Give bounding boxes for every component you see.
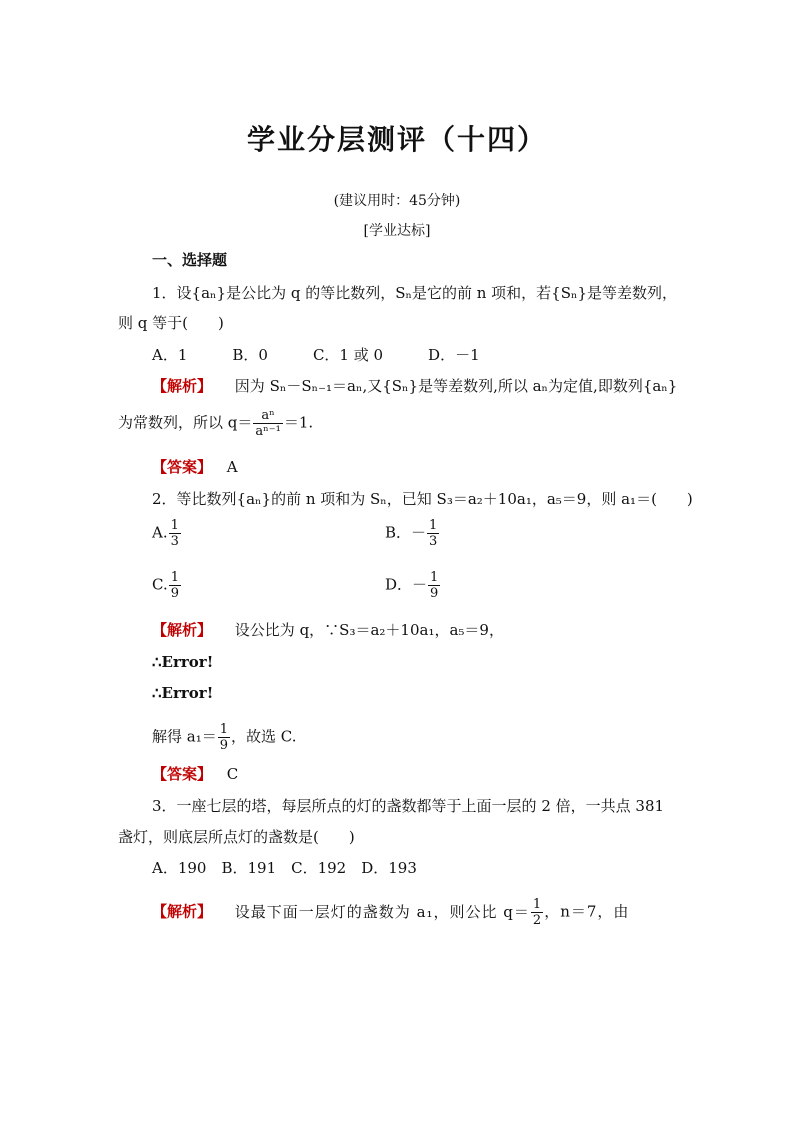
fraction-numerator: 1: [532, 897, 542, 912]
q2-option-a: [152, 518, 182, 549]
q3-stem-line2: 盏灯，则底层所点灯的盏数是( ): [118, 828, 355, 846]
fraction-numerator: 1: [219, 722, 229, 737]
page-title: 学业分层测评（十四）: [246, 123, 547, 156]
answer-value: C: [226, 765, 239, 783]
fraction-denominator: 9: [430, 586, 439, 601]
q2-stem: 2．等比数列{aₙ}的前 n 项和为 Sₙ，已知 S₃＝a₂＋10a₁，a₅＝9，则 a₁＝( ): [152, 490, 693, 508]
fraction-denominator: 3: [170, 534, 179, 549]
q2-error-1: ∴Error!: [152, 653, 214, 671]
analysis-tag: 【解析】: [152, 902, 213, 921]
analysis-tag: 【解析】: [152, 621, 213, 639]
fraction: [253, 408, 282, 439]
solve-text: 解得 a₁＝: [152, 727, 217, 746]
answer-tag: 【答案】: [152, 765, 213, 783]
fraction: [169, 570, 181, 601]
fraction: [531, 897, 543, 928]
q1-stem-line1: 1．设{aₙ}是公比为 q 的等比数列，Sₙ是它的前 n 项和，若{Sₙ}是等差数列，: [152, 284, 678, 302]
q1-analysis-line1: [152, 376, 677, 396]
solve-text: ，故选 C.: [231, 727, 297, 746]
option-label: C.: [152, 575, 168, 594]
q2-option-c: [152, 570, 182, 601]
fraction-denominator: 3: [429, 534, 438, 549]
q1-analysis-line2: [118, 408, 313, 439]
analysis-text: 为常数列，所以 q＝: [118, 413, 253, 432]
q3-options: A．190 B．191 C．192 D．193: [152, 859, 417, 877]
fraction-numerator: 1: [170, 570, 179, 585]
fraction-denominator: aⁿ⁻¹: [255, 424, 281, 439]
fraction-denominator: 9: [219, 738, 229, 753]
option-label: B．－: [385, 523, 427, 542]
time-hint: (建议用时：45分钟): [333, 193, 461, 209]
q3-stem-line1: 3．一座七层的塔，每层所点的灯的盏数都等于上面一层的 2 倍，一共点 381: [152, 797, 665, 815]
q2-answer: [152, 764, 238, 784]
q1-answer: [152, 457, 238, 477]
fraction-numerator: aⁿ: [253, 408, 282, 424]
fraction: [427, 518, 439, 549]
option-label: D．－: [385, 575, 428, 594]
fraction: [428, 570, 440, 601]
option-label: A.: [152, 523, 168, 542]
part-heading: 一、选择题: [152, 251, 228, 269]
fraction: [169, 518, 181, 549]
q1-options: A．1 B．0 C．1 或 0 D．－1: [152, 346, 480, 364]
fraction: [218, 722, 230, 753]
fraction-numerator: 1: [170, 518, 179, 533]
fraction-denominator: 2: [532, 913, 542, 928]
q2-option-d: [385, 570, 441, 601]
q1-stem-line2: 则 q 等于( ): [118, 314, 224, 332]
analysis-text: 设公比为 q，∵S₃＝a₂＋10a₁，a₅＝9，: [234, 621, 504, 639]
fraction-numerator: 1: [430, 570, 439, 585]
analysis-text: 设最下面一层灯的盏数为 a₁，则公比 q＝: [234, 902, 530, 921]
q2-solve: [152, 722, 297, 753]
q2-error-2: ∴Error!: [152, 684, 214, 702]
analysis-tag: 【解析】: [152, 377, 213, 395]
fraction-denominator: 9: [170, 586, 179, 601]
q3-analysis-line1: [152, 897, 629, 928]
q2-analysis-line1: [152, 620, 504, 640]
fraction-numerator: 1: [429, 518, 438, 533]
analysis-text: ＝1.: [283, 413, 314, 432]
analysis-text: 因为 Sₙ－Sₙ₋₁＝aₙ,又{Sₙ}是等差数列,所以 aₙ为定值,即数列{aₙ}: [234, 377, 678, 395]
analysis-text: ，n＝7，由: [544, 902, 630, 921]
q2-option-b: [385, 518, 440, 549]
answer-value: A: [226, 458, 238, 476]
section-label: [学业达标]: [363, 223, 431, 239]
answer-tag: 【答案】: [152, 458, 213, 476]
